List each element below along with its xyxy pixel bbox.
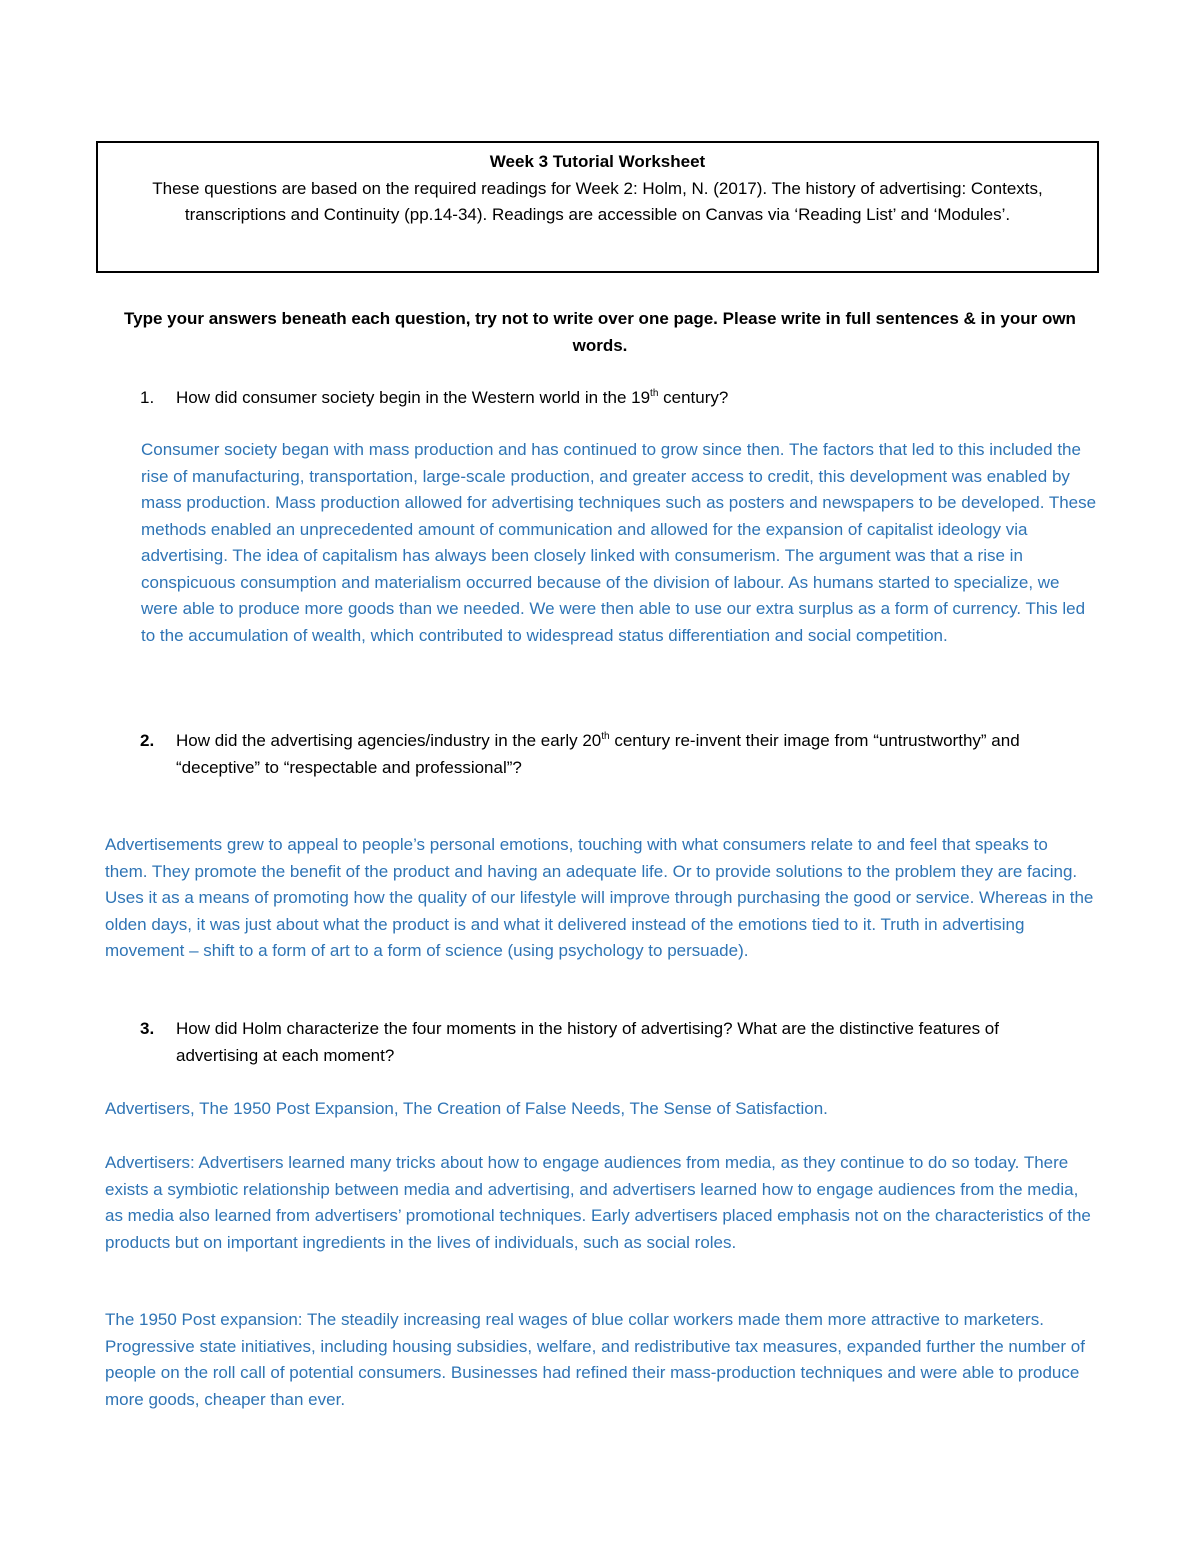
question-3-number: 3. (140, 1019, 155, 1038)
question-2-number: 2. (140, 731, 155, 750)
answer-3-post-expansion: The 1950 Post expansion: The steadily increasing real wages of blue collar workers made them more attractive to marketers. Progressive state initiatives, including housing subsidies, welfare, and redistributive tax measures, expanded further the number of people on the roll call of potential consumers. Businesses had refined their mass-production techniques and were able to produce more goods, cheaper than ever. (105, 1310, 1085, 1409)
answer-1: Consumer society began with mass production and has continued to grow since then. The factors that led to this included the rise of manufacturing, transportation, large-scale production, and greater access to credit, this development was enabled by mass production. Mass production allowed for advertising techniques such as posters and newspapers to be developed. These methods enabled an unprecedented amount of communication and allowed for the expansion of capitalist ideology via advertising. The idea of capitalism has always been closely linked with consumerism. The argument was that a rise in conspicuous consumption and materialism occurred because of the division of labour. As humans started to specialize, we were able to produce more goods than we needed. We were then able to use our extra surplus as a form of currency. This led to the accumulation of wealth, which contributed to widespread status differentiation and social competition. (141, 440, 1097, 645)
question-2-text: How did the advertising agencies/industry in the early 20th century re-invent their image from “untrustworthy” and “deceptive” to “respectable and professional”? (176, 731, 1020, 777)
answer-3-summary: Advertisers, The 1950 Post Expansion, The Creation of False Needs, The Sense of Satisfaction. (105, 1099, 828, 1118)
worksheet-description: These questions are based on the required readings for Week 2: Holm, N. (2017). The history of advertising: Contexts, transcriptions and Continuity (pp.14-34). Readings are accessible on Canvas via ‘Reading List’ and ‘Modules’. (152, 178, 1043, 224)
header-box (96, 141, 1099, 273)
question-3-text: How did Holm characterize the four moments in the history of advertising? What are the distinctive features of advertising at each moment? (176, 1019, 999, 1065)
question-1-text: How did consumer society begin in the Western world in the 19th century? (176, 388, 729, 407)
answer-3-advertisers: Advertisers: Advertisers learned many tricks about how to engage audiences from media, as they continue to do so today. There exists a symbiotic relationship between media and advertising, and advertisers learned how to engage audiences from the media, as media also learned from advertisers’ promotional techniques. Early advertisers placed emphasis not on the characteristics of the products but on important ingredients in the lives of individuals, such as social roles. (105, 1153, 1091, 1252)
question-1 (140, 385, 1080, 412)
question-1-number: 1. (140, 388, 155, 407)
question-1-superscript: th (650, 388, 659, 399)
answer-2: Advertisements grew to appeal to people’s personal emotions, touching with what consumers relate to and feel that speaks to them. They promote the benefit of the product and having an adequate life. Or to provide solutions to the problem they are facing. Uses it as a means of promoting how the quality of our lifestyle will improve through purchasing the good or service. Whereas in the olden days, it was just about what the product is and what it delivered instead of the emotions tied to it. Truth in advertising movement – shift to a form of art to a form of science (using psychology to persuade). (105, 835, 1094, 960)
instructions: Type your answers beneath each question, try not to write over one page. Please write in full sentences & in your own words. (124, 309, 1076, 355)
question-2-superscript: th (601, 731, 610, 742)
question-2 (140, 728, 1080, 781)
question-3 (140, 1016, 1080, 1069)
worksheet-title: Week 3 Tutorial Worksheet (489, 152, 706, 171)
